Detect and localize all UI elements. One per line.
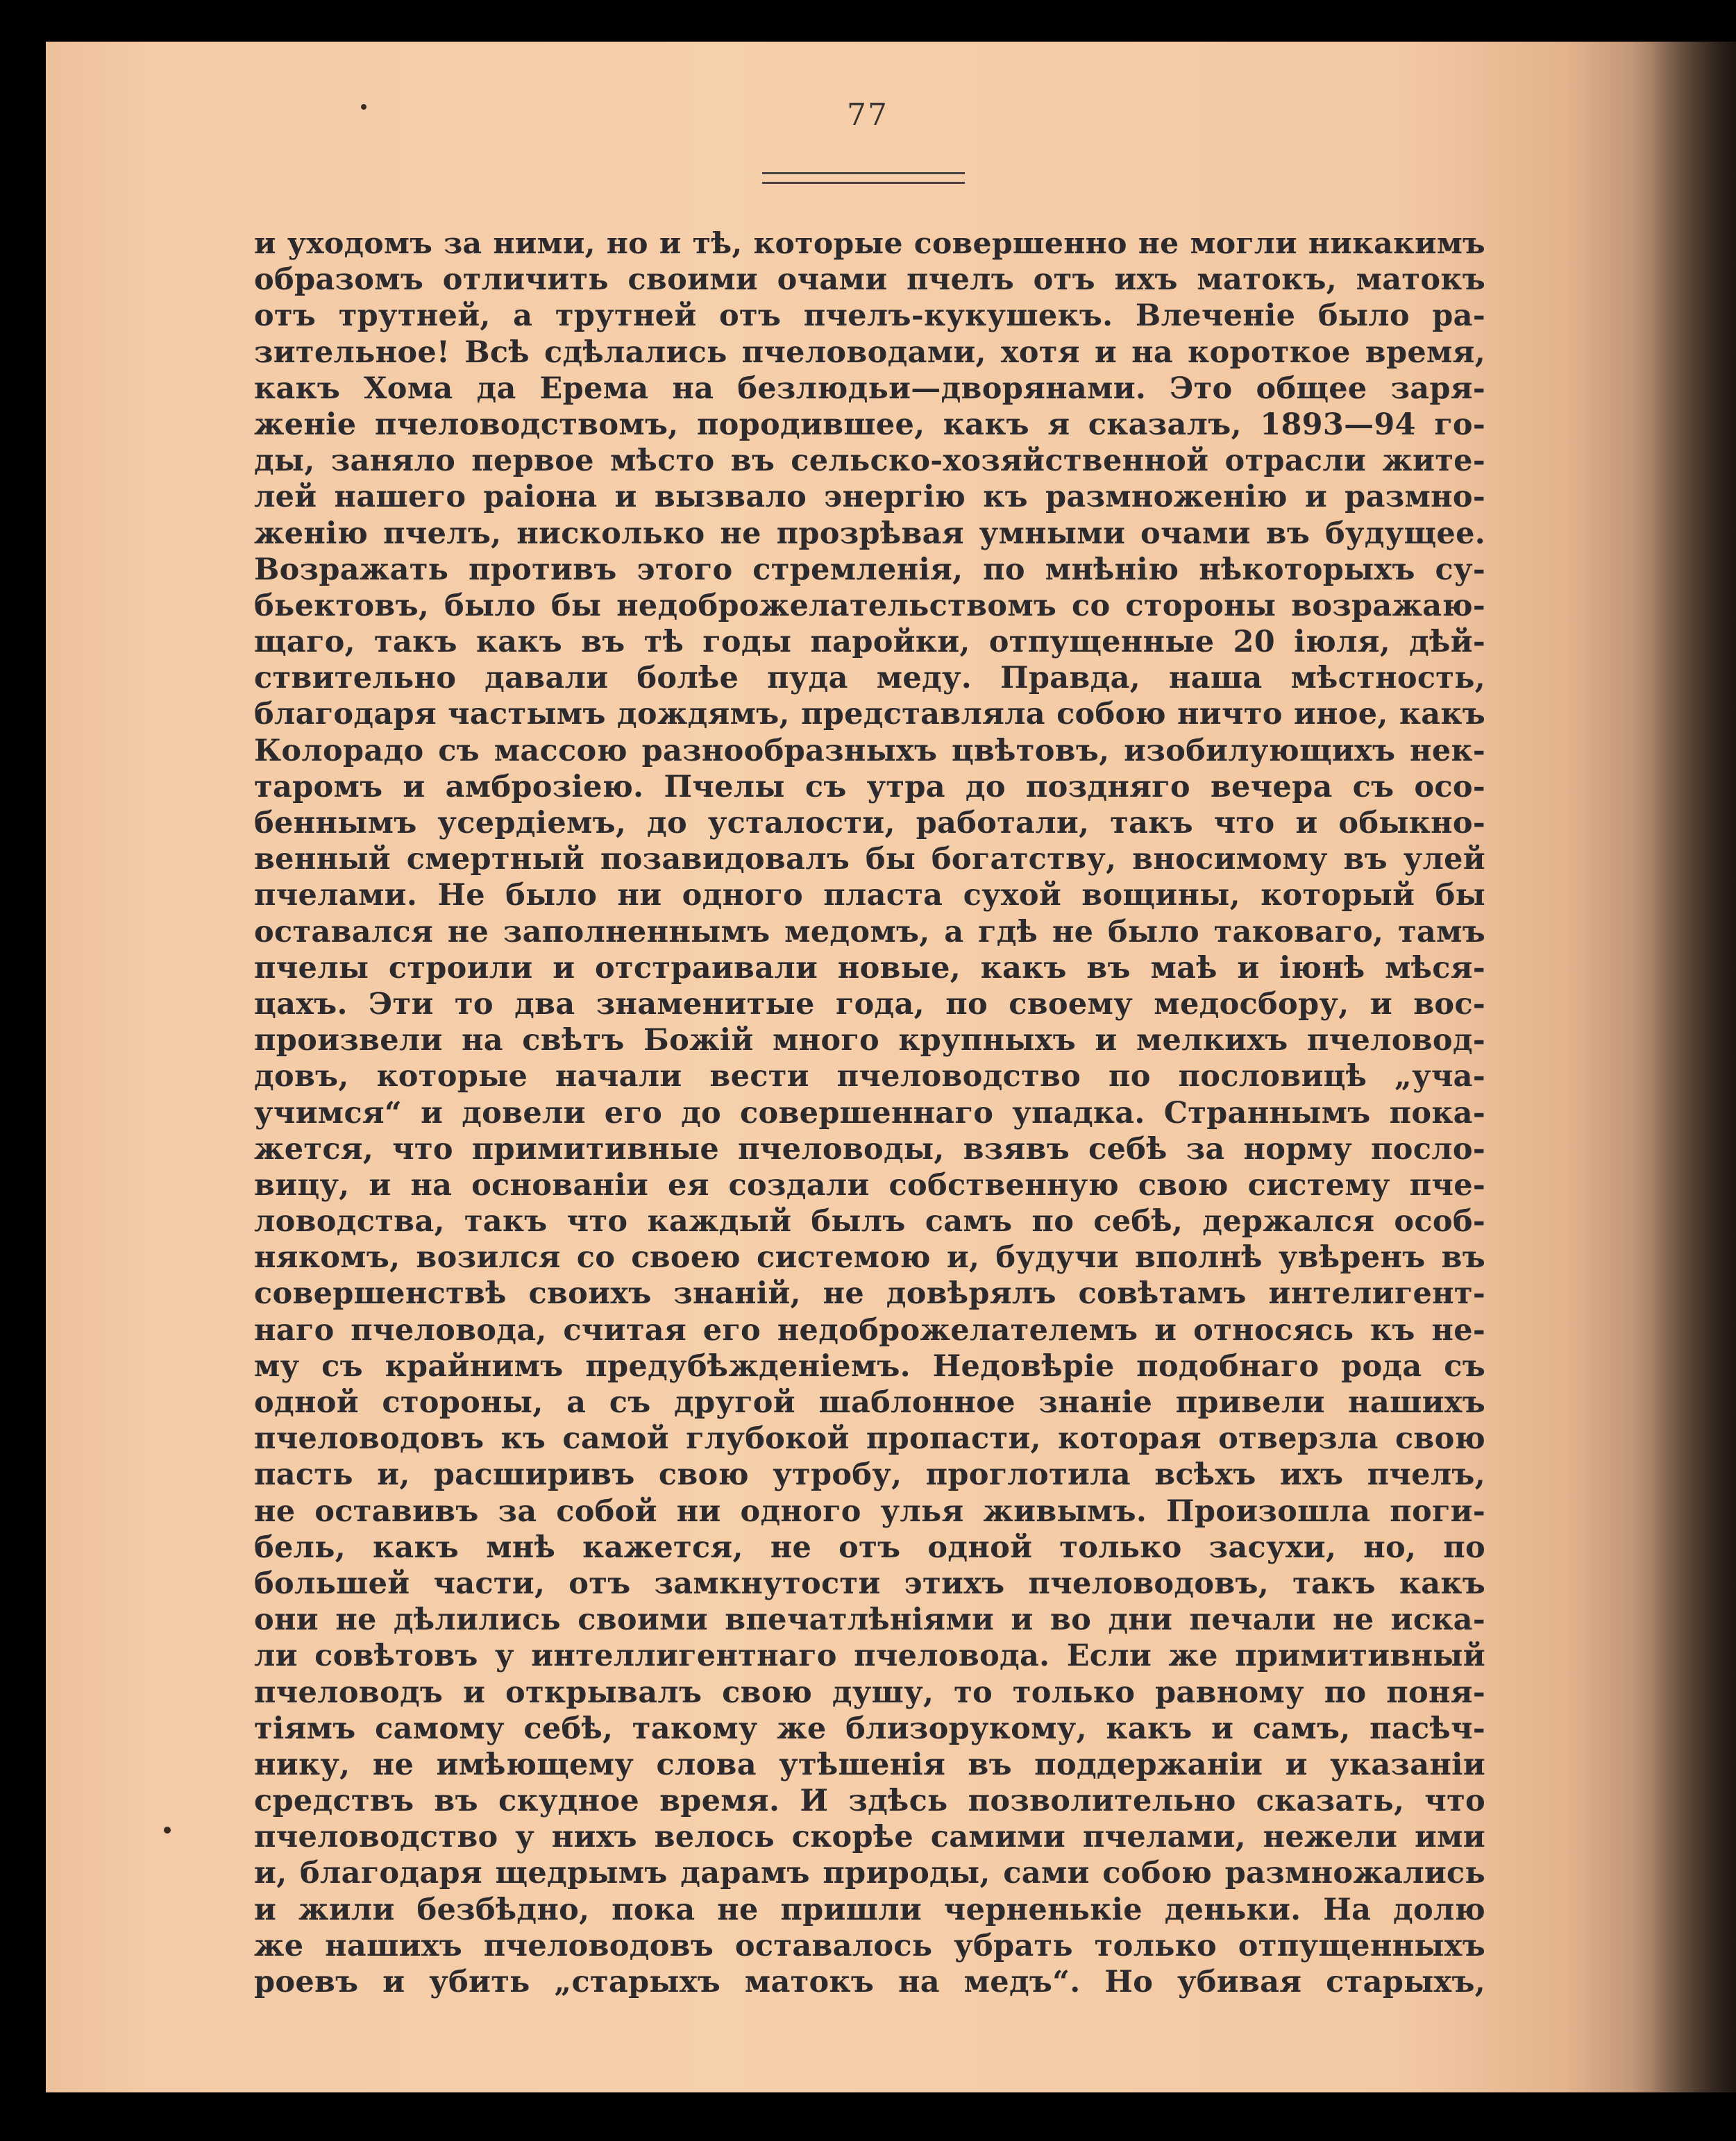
body-text [254,226,1485,2000]
text-line: таромъ и амброзіею. Пчелы съ утра до поздняго вечера съ осо- [254,769,1485,804]
text-line: большей части, отъ замкнутости этихъ пчеловодовъ, такъ какъ [254,1566,1485,1601]
text-line: произвели на свѣтъ Божій много крупныхъ и мелкихъ пчеловод- [254,1023,1485,1058]
text-line: наго пчеловода, считая его недоброжелателемъ и относясь къ не- [254,1312,1485,1348]
text-line: и, благодаря щедрымъ дарамъ природы, сами собою размножались [254,1856,1485,1891]
text-line: какъ Хома да Ерема на безлюдьи—дворянами. Это общее заря- [254,371,1485,406]
page-gutter-shadow [1632,42,1736,2092]
text-line: женію пчелъ, нисколько не прозрѣвая умными очами въ будущее. [254,516,1485,551]
text-line: пчелы строили и отстраивали новые, какъ въ маѣ и іюнѣ мѣся- [254,950,1485,985]
text-line: ли совѣтовъ у интеллигентнаго пчеловода. Если же примитивный [254,1639,1485,1674]
text-line: Возражать противъ этого стремленія, по мнѣнію нѣкоторыхъ су- [254,552,1485,587]
text-line: они не дѣлились своими впечатлѣніями и во дни печали не иска- [254,1602,1485,1638]
text-line: зительное! Всѣ сдѣлались пчеловодами, хотя и на короткое время, [254,335,1485,370]
text-line: не оставивъ за собой ни одного улья живымъ. Произошла поги- [254,1493,1485,1529]
text-line: пчеловодовъ къ самой глубокой пропасти, которая отверзла свою [254,1421,1485,1457]
text-line: пчелами. Не было ни одного пласта сухой вощины, который бы [254,878,1485,913]
text-line: и уходомъ за ними, но и тѣ, которые совершенно не могли никакимъ [254,226,1485,261]
text-line: беннымъ усердіемъ, до усталости, работали, такъ что и обыкно- [254,806,1485,840]
header-rule [762,172,965,174]
text-line: вицу, и на основаніи ея создали собственную свою систему пче- [254,1167,1485,1203]
text-line: ловодства, такъ что каждый былъ самъ по себѣ, держался особ- [254,1204,1485,1239]
text-line: же нашихъ пчеловодовъ оставалось убрать только отпущенныхъ [254,1928,1485,1963]
text-line: Колорадо съ массою разнообразныхъ цвѣтовъ, изобилующихъ нек- [254,733,1485,768]
header-rule [762,182,965,184]
text-line: одной стороны, а съ другой шаблонное знаніе привели нашихъ [254,1385,1485,1420]
page-number: 77 [847,97,888,133]
text-line: образомъ отличить своими очами пчелъ отъ ихъ матокъ, матокъ [254,262,1485,298]
text-line: бель, какъ мнѣ кажется, не отъ одной только засухи, но, по [254,1530,1485,1565]
paper-speck [361,104,366,110]
text-line: нику, не имѣющему слова утѣшенія въ поддержаніи и указаніи [254,1747,1485,1782]
text-line: щаго, такъ какъ въ тѣ годы паройки, отпущенные 20 іюля, дѣй- [254,625,1485,660]
text-line: оставался не заполненнымъ медомъ, а гдѣ не было таковаго, тамъ [254,914,1485,949]
text-line: цахъ. Эти то два знаменитые года, по своему медосбору, и вос- [254,986,1485,1022]
text-line: пасть и, расширивъ свою утробу, проглотила всѣхъ ихъ пчелъ, [254,1457,1485,1493]
text-line: някомъ, возился со своею системою и, будучи вполнѣ увѣренъ въ [254,1240,1485,1276]
text-line: лей нашего раіона и вызвало энергію къ размноженію и размно- [254,480,1485,515]
text-line: благодаря частымъ дождямъ, представляла собою ничто иное, какъ [254,697,1485,732]
text-line: совершенствѣ своихъ знаній, не довѣрялъ совѣтамъ интелигент- [254,1276,1485,1312]
text-line: отъ трутней, а трутней отъ пчелъ-кукушекъ. Влеченіе было ра- [254,298,1485,334]
text-line: учимся“ и довели его до совершеннаго упадка. Страннымъ пока- [254,1095,1485,1131]
text-line: тіямъ самому себѣ, такому же близорукому, какъ и самъ, пасѣч- [254,1711,1485,1746]
text-line: венный смертный позавидовалъ бы богатству, вносимому въ улей [254,842,1485,877]
text-line: му съ крайнимъ предубѣжденіемъ. Недовѣріе подобнаго рода съ [254,1348,1485,1384]
text-line: пчеловодство у нихъ велось скорѣе самими пчелами, нежели ими [254,1820,1485,1855]
text-line: довъ, которые начали вести пчеловодство по пословицѣ „уча- [254,1059,1485,1094]
text-line: женіе пчеловодствомъ, породившее, какъ я сказалъ, 1893—94 го- [254,407,1485,442]
text-line: ствительно давали болѣе пуда меду. Правда, наша мѣстность, [254,661,1485,696]
text-line: бьектовъ, было бы недоброжелательствомъ со стороны возражаю- [254,588,1485,623]
text-line: средствъ въ скудное время. И здѣсь позволительно сказать, что [254,1784,1485,1819]
paper-speck [164,1827,171,1834]
text-line: пчеловодъ и открывалъ свою душу, то только равному по поня- [254,1675,1485,1710]
text-line: жется, что примитивные пчеловоды, взявъ себѣ за норму посло- [254,1131,1485,1167]
text-line: роевъ и убить „старыхъ матокъ на медъ“. Но убивая старыхъ, [254,1965,1485,1999]
text-line: и жили безбѣдно, пока не пришли черненькіе деньки. На долю [254,1892,1485,1927]
text-line: ды, заняло первое мѣсто въ сельско-хозяйственной отрасли жите- [254,443,1485,479]
